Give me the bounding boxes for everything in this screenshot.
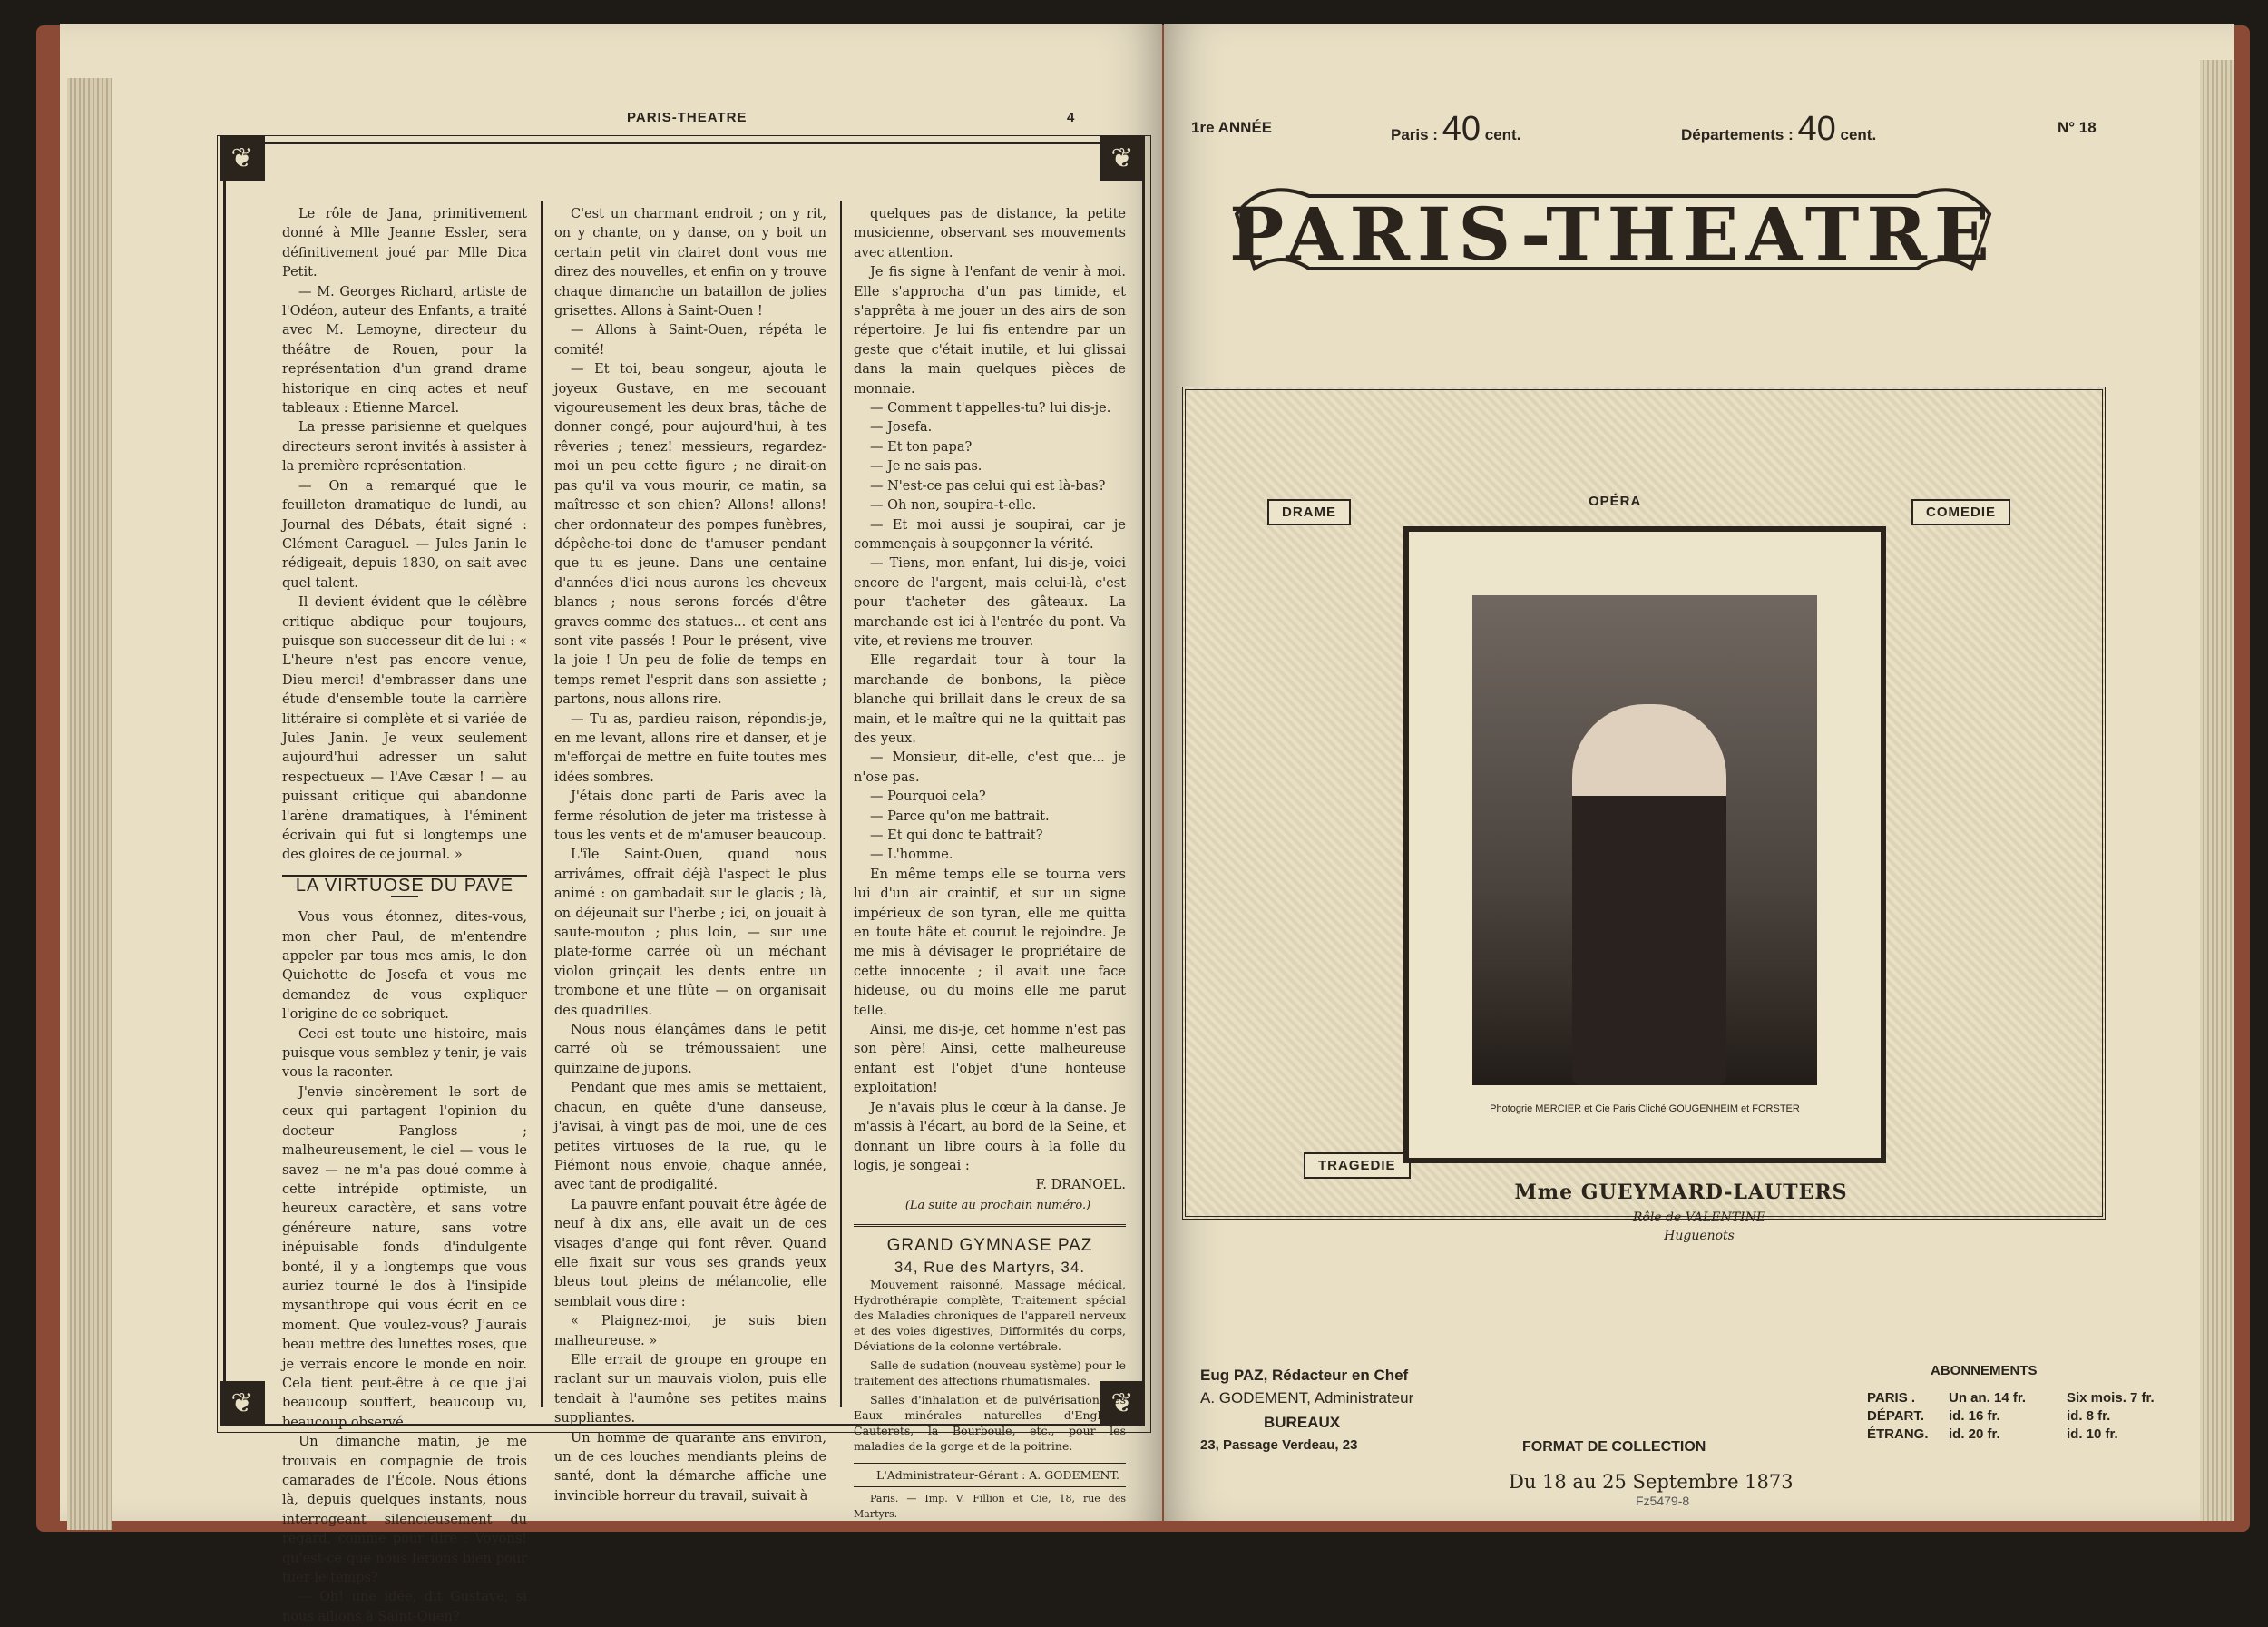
paragraph: — Parce qu'on me battrait. — [870, 809, 1050, 824]
paragraph: — Et moi aussi je soupirai, car je commençais à soupçonner la vérité. — [854, 517, 1126, 552]
paragraph: — Et toi, beau songeur, ajouta le joyeux Gustave, en me secouant vigoureusement les deux bras, tâche de donner congé, pour aujourd'hui, à tes rêveries ; tenez! messieurs, regardez-moi un peu cette figure ; ne dirait-on pas qu'il va vous mourir, ce matin, sa maîtresse et son chien? Allons! allons! cher ordonnateur des pompes funèbres, dépêche-toi donc de t'amuser pendant que tu es jeune. Dans une centaine d'années d'ici nous aurons les cheveux blancs ; nous serons forcés d'être graves comme des statues... et cent ans sont vite passés ! Pour le présent, vive la joie ! Un peu de folie de temps en temps remet l'esprit dans son assiette ; partons, nous allons rire. — [554, 362, 826, 708]
masthead-title: PARIS-THEATRE — [1229, 191, 1997, 277]
issue-number: N° 18 — [2058, 119, 2097, 136]
page-edges-right — [2200, 60, 2234, 1521]
ornament-corner-icon: ❦ — [220, 1381, 265, 1426]
dept-price-value: 40 — [1797, 110, 1836, 148]
subscription-place: ÉTRANG. — [1867, 1426, 1929, 1442]
label-comedie: COMEDIE — [1911, 499, 2010, 525]
paragraph: quelques pas de distance, la petite musicienne, observant ses mouvements avec attention. — [854, 207, 1126, 260]
bureaux-label: BUREAUX — [1264, 1414, 1341, 1431]
bureaux-address: 23, Passage Verdeau, 23 — [1200, 1437, 1358, 1453]
paragraph: J'envie sincèrement le sort de ceux qui partagent l'opinion du docteur Pangloss ; malheureusement, le ciel — vous le savez — ne m'a pas doué comme à cette intrépide optimiste, un heureux caractère, et sans votre généreure nature, sans votre inépuisable fonds d'indulgente bonté, il y a longtemps que vous auriez tourné le dos à l'insipide mysanthrope qui vous écrit en ce moment. Que voulez-vous? J'aurais beau mettre des lunettes roses, que je verrais encore le monde en noir. Cela tient peut-être à ce que j'ai beaucoup souffert, beaucoup vu, beaucoup observé. — [282, 1084, 527, 1430]
paragraph: Ceci est toute une histoire, mais puisque vous semblez y tenir, je vais vous la raconter. — [282, 1026, 527, 1081]
paris-price — [1391, 110, 1520, 149]
author-signature: F. DRANOEL. — [1035, 1178, 1126, 1193]
year-label: 1re ANNÉE — [1191, 119, 1273, 136]
ad-address: 34, Rue des Martyrs, 34. — [894, 1258, 1086, 1276]
admin-line: A. GODEMENT, Administrateur — [1200, 1389, 1414, 1406]
ad-divider — [854, 1486, 1126, 1487]
page-edges-left — [67, 78, 112, 1530]
label-drame: DRAME — [1267, 499, 1351, 525]
paragraph: — Oh non, soupira-t-elle. — [870, 498, 1037, 514]
column-3 — [854, 205, 1126, 1522]
collection-format: FORMAT DE COLLECTION — [1522, 1439, 1706, 1455]
ad-text: Mouvement raisonné, Massage médical, Hydrothérapie complète, Traitement spécial des Maladies chroniques de l'appareil nerveux et des voies digestives, Difformités du corps, Déviations de la colonne vertébrale. — [854, 1277, 1126, 1353]
paragraph: — M. Georges Richard, artiste de l'Odéon, auteur des Enfants, a traité avec M. Lemoyne, directeur du théâtre de Rouen, pour la représentation d'un grand drame historique en cinq actes et neuf tableaux : Etienne Marcel. — [282, 284, 527, 417]
paris-price-value: 40 — [1442, 110, 1481, 148]
paragraph: — Oh! une idée, dit Gustave, si nous allions à Saint-Ouen? — [282, 1590, 527, 1624]
paragraph: — Allons à Saint-Ouen, répéta le comité! — [554, 323, 826, 358]
subscription-six-months: Six mois. 7 fr. — [2067, 1390, 2155, 1406]
ad-text: Salles d'inhalation et de pulvérisation des Eaux minérales naturelles d'Enghien, Cauterets, la Bourboule, etc., pour les maladies de la gorge et de la poitrine. — [854, 1392, 1126, 1453]
paragraph: Elle errait de groupe en groupe en raclant sur un mauvais violon, puis elle tendait à l'aumône ses petites mains suppliantes. — [554, 1352, 826, 1426]
paragraph: Un homme de quarante ans environ, un de ces louches mendiants pleins de santé, dont la démarche affiche une invincible horreur du travail, suivait à — [554, 1430, 826, 1504]
label-opera: OPÉRA — [1589, 494, 1642, 509]
paragraph: En même temps elle se tourna vers lui d'un air craintif, et sur un signe impérieux de son tyran, elle me quitta en toute hâte et courut le rejoindre. Je me mis à dévisager le propriétaire de cette innocente ; il avait une face hideuse, ou du moins elle me parut telle. — [854, 867, 1126, 1018]
shelfmark: Fz5479-8 — [1636, 1494, 1690, 1508]
article-title: LA VIRTUOSE DU PAVÉ — [295, 875, 514, 896]
ad-title: GRAND GYMNASE PAZ — [886, 1236, 1093, 1256]
subscriptions-title: ABONNEMENTS — [1931, 1363, 2038, 1378]
administrator-line: L'Administrateur-Gérant : A. GODEMENT. — [876, 1467, 1119, 1482]
masthead-banner — [1227, 160, 1999, 296]
paragraph: — Tu as, pardieu raison, répondis-je, en me levant, allons rire et danser, et je m'efforçai de mettre en fuite toutes mes idées sombres. — [554, 711, 826, 785]
subscription-year: id. 20 fr. — [1949, 1426, 2000, 1442]
paragraph: — On a remarqué que le feuilleton dramatique de lundi, au Journal des Débats, était signé : Clément Caraguel. — Jules Janin le rédigeait, depuis 1830, on sait avec quel talent. — [282, 478, 527, 591]
ad-text: Salle de sudation (nouveau système) pour le traitement des affections rhumatismales. — [854, 1357, 1126, 1387]
paragraph: — N'est-ce pas celui qui est là-bas? — [870, 478, 1106, 494]
paragraph: La presse parisienne et quelques directeurs seront invités à assister à la première représentation. — [282, 420, 527, 475]
paragraph: — Josefa. — [870, 420, 933, 436]
paragraph: Vous vous étonnez, dites-vous, mon cher Paul, de m'entendre appeler par tous mes amis, le don Quichotte de Josefa et vous me demandez de vous expliquer l'origine de ce sobriquet. — [282, 910, 527, 1023]
label-tragedie: TRAGEDIE — [1304, 1152, 1411, 1179]
paragraph: J'étais donc parti de Paris avec la ferme résolution de jeter ma tristesse à tous les vents et de m'amuser beaucoup. — [554, 789, 826, 843]
paragraph: — Et qui donc te battrait? — [870, 828, 1043, 843]
subscription-row — [1867, 1407, 2155, 1426]
photo-credit: Photogrie MERCIER et Cie Paris Cliché GOUGENHEIM et FORSTER — [1490, 1103, 1800, 1114]
ornament-corner-icon: ❦ — [220, 136, 265, 181]
ad-divider — [854, 1463, 1126, 1464]
engraved-portrait-frame — [1182, 387, 2106, 1220]
subscription-row — [1867, 1389, 2155, 1407]
paragraph: — Tiens, mon enfant, lui dis-je, voici encore de l'argent, mais celui-là, c'est pour t'acheter des gâteaux. La marchande est ici à l'entrée du pont. Va vite, et reviens me trouver. — [854, 556, 1126, 649]
running-head: PARIS-THEATRE — [627, 110, 748, 125]
issue-dates: Du 18 au 25 Septembre 1873 — [1509, 1471, 1794, 1493]
subscription-place: PARIS . — [1867, 1390, 1916, 1406]
paragraph: Ainsi, me dis-je, cet homme n'est pas son père! Ainsi, cette malheureuse enfant est l'objet d'une honteuse exploitation! — [854, 1023, 1126, 1096]
ornament-corner-icon: ❦ — [1100, 136, 1145, 181]
photo-frame — [1403, 526, 1886, 1163]
paragraph: Le rôle de Jana, primitivement donné à Mlle Jeanne Essler, sera définitivement joué par Mlle Dica Petit. — [282, 207, 527, 280]
printer-line: Paris. — Imp. V. Fillion et Cie, 18, rue des Martyrs. — [854, 1492, 1126, 1520]
editor-line: Eug PAZ, Rédacteur en Chef — [1200, 1367, 1409, 1384]
column-1 — [282, 205, 527, 1627]
paragraph: — L'homme. — [870, 848, 953, 863]
continuation-note: (La suite au prochain numéro.) — [904, 1198, 1091, 1212]
column-2 — [554, 205, 826, 1506]
paris-label: Paris : — [1391, 126, 1438, 143]
subscription-place: DÉPART. — [1867, 1408, 1925, 1424]
paragraph: — Je ne sais pas. — [870, 459, 982, 475]
paragraph: Elle regardait tour à tour la marchande de bonbons, la pièce blanche qui brillait dans le creux de sa main, et le maître qui ne la quittait pas des yeux. — [854, 653, 1126, 746]
portrait-photograph — [1472, 595, 1817, 1085]
paragraph: « Plaignez-moi, je suis bien malheureuse. » — [554, 1314, 826, 1348]
ornament-corner-icon: ❦ — [1100, 1381, 1145, 1426]
dept-price — [1681, 110, 1876, 149]
subscription-six-months: id. 8 fr. — [2067, 1408, 2111, 1424]
paragraph: Nous nous élançâmes dans le petit carré où se trémoussaient une quinzaine de jupons. — [554, 1023, 826, 1076]
paragraph: L'île Saint-Ouen, quand nous arrivâmes, offrait déjà l'aspect le plus animé : on gambadait sur le glacis ; là, on déjeunait sur l'herbe ; ici, on jouait à saute-mouton ; plus loin, — sur une plate-forme carrée où un méchant violon grinçait les dents entre un trombone et une flûte — on organisait des quadrilles. — [554, 848, 826, 1018]
page-number: 4 — [1067, 110, 1076, 125]
paragraph: La pauvre enfant pouvait être âgée de neuf à dix ans, elle avait un de ces visages d'ange qui font rêver. Quand elle fixait sur vous ses grands yeux bleus tout pleins de mélancolie, elle semblait vous dire : — [554, 1197, 826, 1309]
subscriptions-table — [1867, 1389, 2155, 1444]
subscription-year: Un an. 14 fr. — [1949, 1390, 2027, 1406]
paragraph: — Pourquoi cela? — [870, 789, 986, 805]
column-rule — [840, 201, 842, 1407]
ad-divider — [854, 1224, 1126, 1227]
paragraph: C'est un charmant endroit ; on y rit, on y chante, on y danse, on y boit un certain petit vin clairet dont vous me direz des nouvelles, et enfin on y trouve chaque dimanche un bataillon de jolies grisettes. Allons à Saint-Ouen ! — [554, 207, 826, 319]
paragraph: Il devient évident que le célèbre critique abdique pour toujours, puisque son successeur dit de lui : « L'heure n'est pas encore venue, Dieu merci! d'embrasser dans une étude d'ensemble toute la carrière littéraire si complète et si variée de Jules Janin. Je veux seulement aujourd'hui adresser un salut respectueux — l'Ave Cæsar ! — au puissant critique qui abandonne l'arène dramatiques, à l'éminent écrivain qui fut si longtemps une des gloires de ce journal. » — [282, 595, 527, 863]
singer-name: Mme GUEYMARD-LAUTERS — [1514, 1181, 1848, 1204]
paragraph: — Et ton papa? — [870, 439, 973, 455]
dept-unit: cent. — [1840, 126, 1877, 143]
dept-label: Départements : — [1681, 126, 1794, 143]
opera-name: Huguenots — [1664, 1229, 1735, 1243]
subscription-six-months: id. 10 fr. — [2067, 1426, 2118, 1442]
title-rule — [391, 896, 418, 897]
paragraph: Je n'avais plus le cœur à la danse. Je m'assis à l'écart, au bord de la Seine, et donnant un libre cours à la folle du logis, je songeai : — [854, 1100, 1126, 1173]
subscription-year: id. 16 fr. — [1949, 1408, 2000, 1424]
column-rule — [541, 201, 543, 1407]
paragraph: Pendant que mes amis se mettaient, chacun, en quête d'une danseuse, j'avisai, à vingt pas de moi, une de ces petites virtuoses de la rue, qu le Piémont nous envoie, chaque année, avec tant de prodigalité. — [554, 1081, 826, 1193]
paragraph: — Monsieur, dit-elle, c'est que... je n'ose pas. — [854, 750, 1126, 785]
left-page — [60, 24, 1162, 1624]
paragraph: Un dimanche matin, je me trouvais en compagnie de trois camarades de l'École. Nous étions là, depuis quelques instants, nous interrogeant silencieusement du regard, comme pour dire : Voyons! qu'est-ce que nous ferions bien pour tuer le temps? — [282, 1435, 527, 1586]
paragraph: Je fis signe à l'enfant de venir à moi. Elle s'approcha d'un pas timide, et s'apprêta à me jouer un des airs de son répertoire. Je lui fis entendre par un geste que c'était inutile, et lui glissai dans la main quelques pièces de monnaie. — [854, 265, 1126, 397]
subscription-row — [1867, 1426, 2155, 1444]
paragraph: — Comment t'appelles-tu? lui dis-je. — [870, 401, 1111, 417]
paris-unit: cent. — [1484, 126, 1521, 143]
portrait-figure — [1572, 704, 1726, 1085]
role-name: Rôle de VALENTINE — [1632, 1210, 1766, 1225]
right-page — [1164, 24, 2234, 1521]
